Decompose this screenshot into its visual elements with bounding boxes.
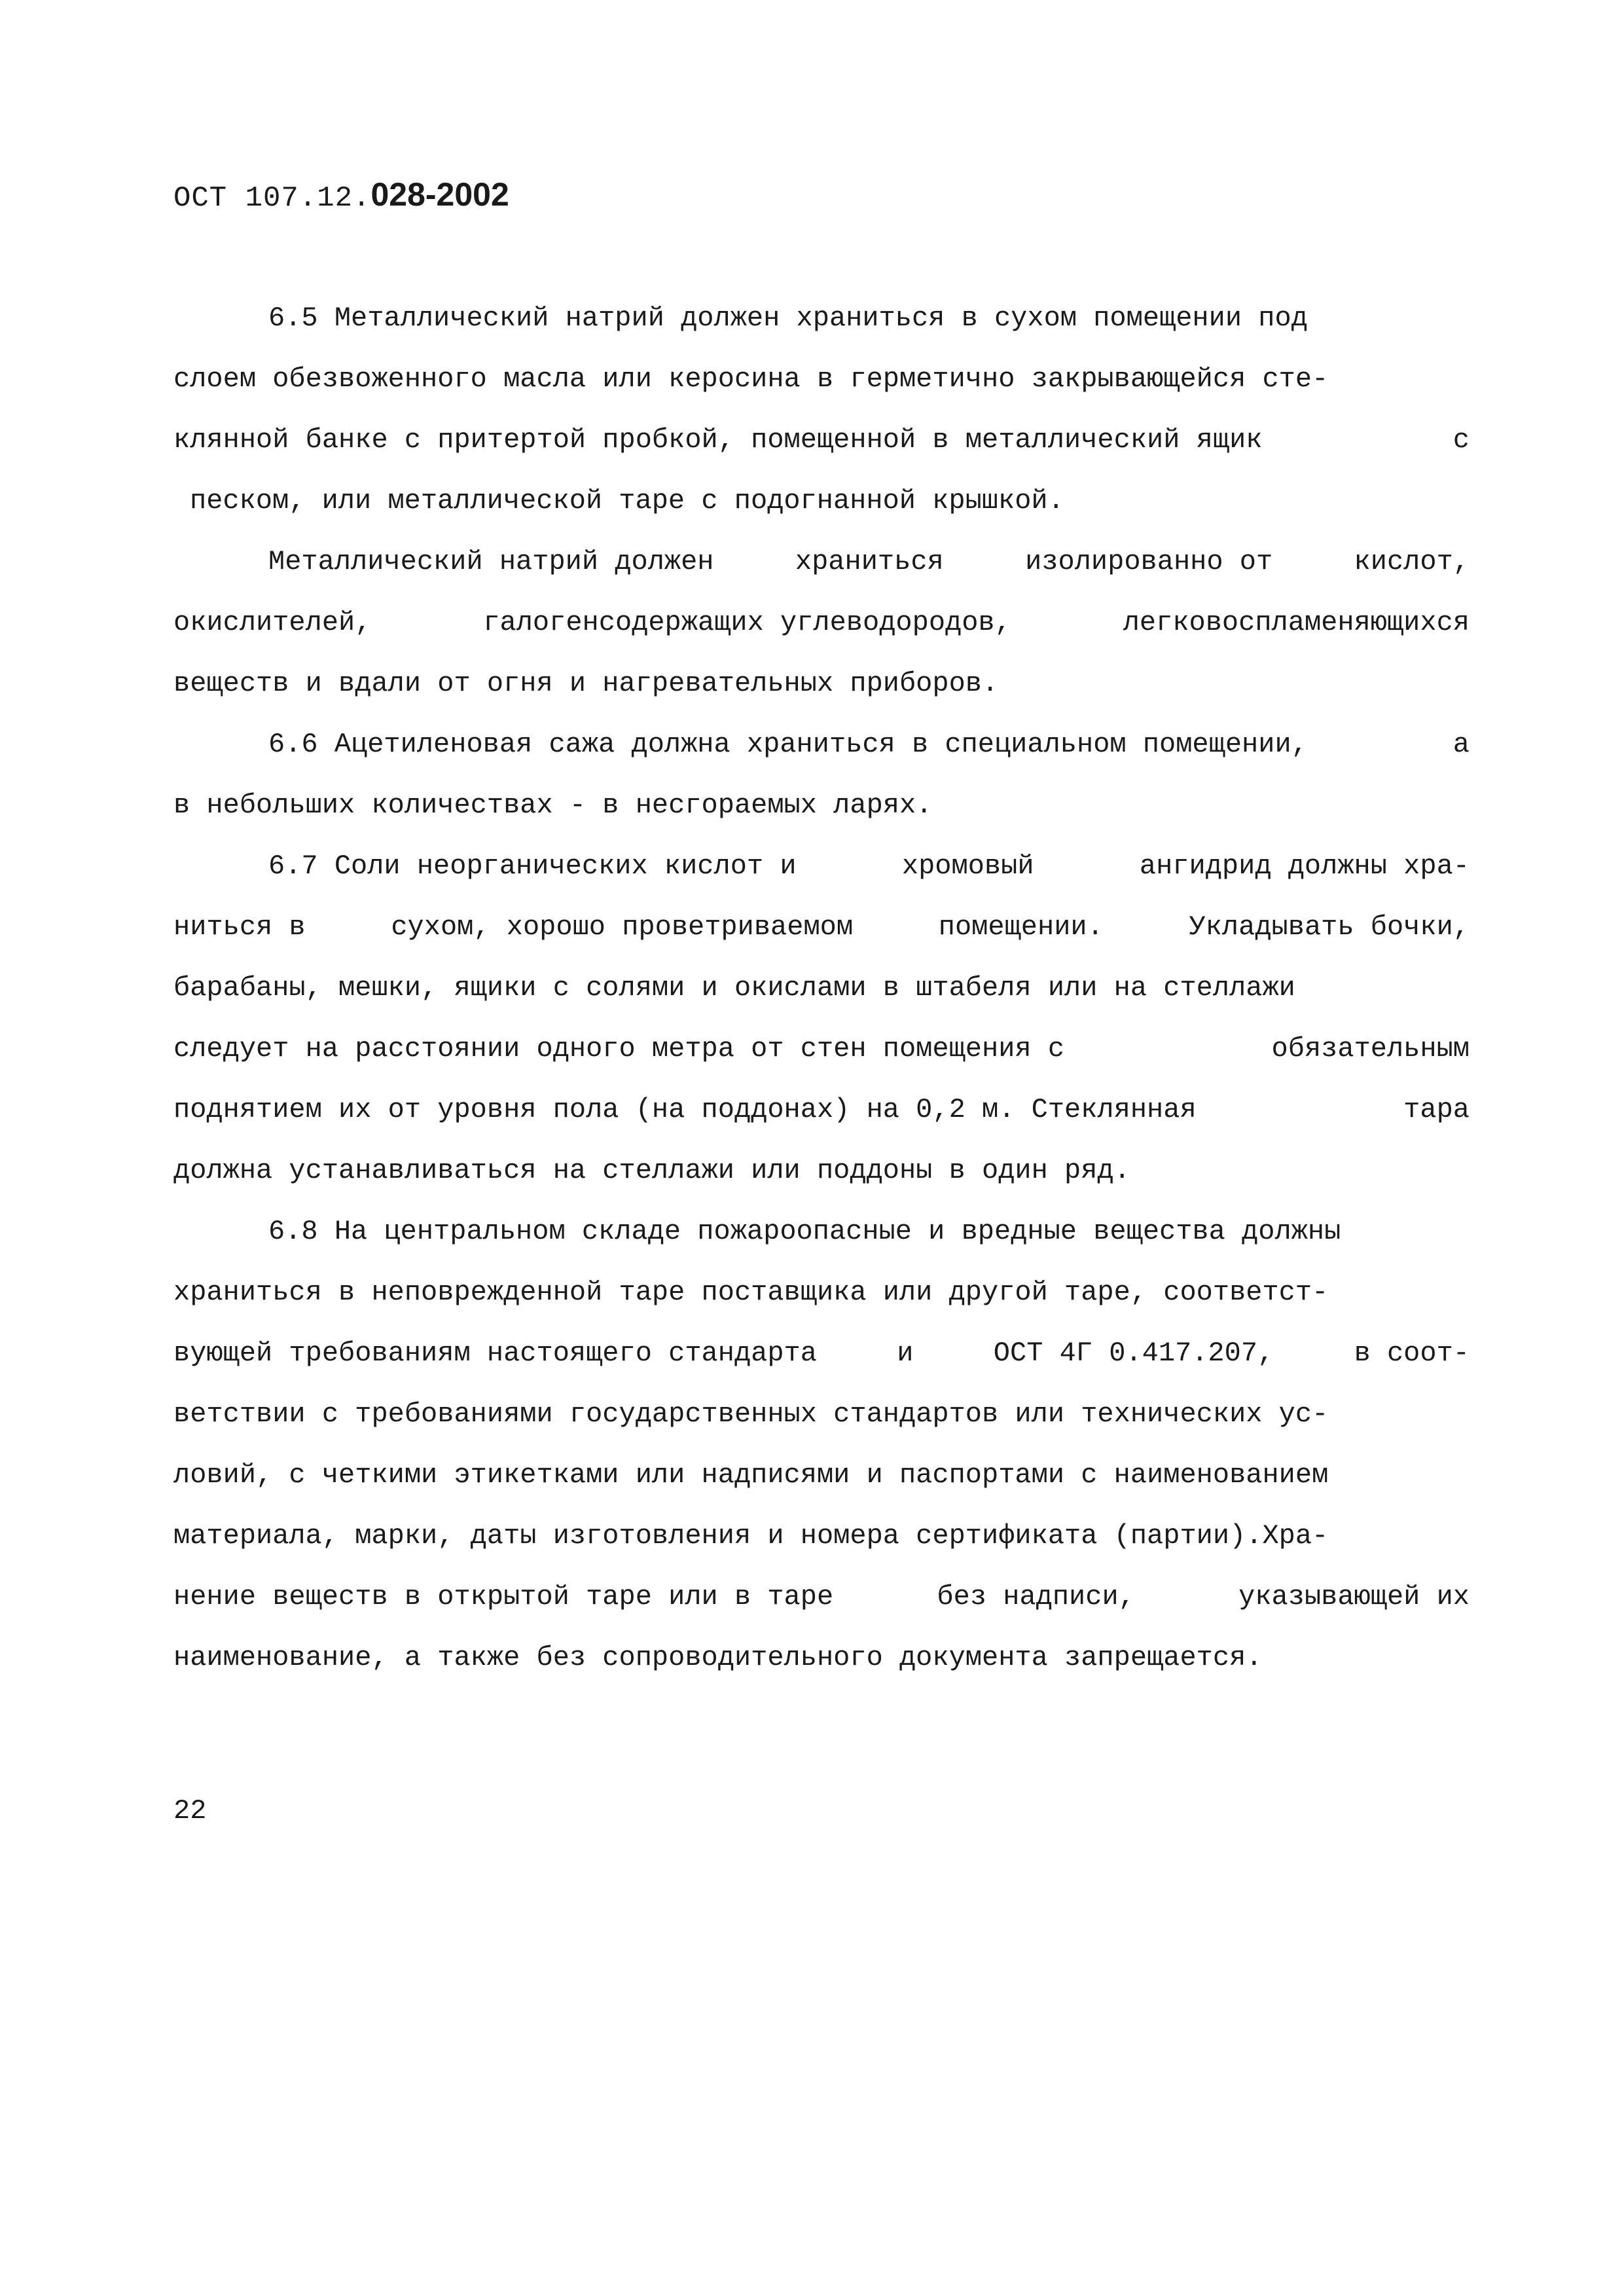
text-segment: барабаны, мешки, ящики с солями и окислами в штабеля или на стеллажи [173, 972, 1295, 1004]
page-number: 22 [173, 1795, 207, 1827]
text-segment: храниться [795, 546, 944, 577]
text-segment: Металлический натрий должен [268, 546, 714, 577]
text-line [173, 1506, 1470, 1567]
text-segment: следует на расстоянии одного метра от стен помещения с [173, 1033, 1065, 1065]
text-segment: вующей требованиям настоящего стандарта [173, 1338, 817, 1369]
text-segment: ангидрид должны хра- [1139, 850, 1470, 882]
text-segment: должна устанавливаться на стеллажи или поддоны в один ряд. [173, 1155, 1130, 1186]
text-segment: с [1453, 424, 1470, 456]
text-segment: клянной банке с притертой пробкой, помещенной в металлический ящик [173, 424, 1263, 456]
document-body [173, 288, 1470, 1688]
document-code-prefix: ОСТ 107.12. [173, 182, 371, 215]
text-line [173, 1140, 1470, 1201]
text-line [173, 1567, 1470, 1628]
text-segment: Укладывать бочки, [1189, 911, 1470, 943]
text-line [173, 410, 1470, 471]
text-segment: 6.8 На центральном складе пожароопасные и вредные вещества должны [268, 1216, 1341, 1247]
text-line [173, 1201, 1470, 1262]
text-line [173, 897, 1470, 958]
text-segment: указывающей их [1238, 1581, 1470, 1613]
document-code-suffix: 028-2002 [370, 176, 509, 213]
document-code [173, 175, 509, 215]
text-segment: нение веществ в открытой таре или в таре [173, 1581, 834, 1613]
text-line [173, 1445, 1470, 1506]
text-segment: 6.5 Металлический натрий должен храниться в сухом помещении под [268, 302, 1308, 334]
text-line [173, 1080, 1470, 1140]
text-line [173, 1019, 1470, 1080]
text-segment: ОСТ 4Г 0.417.207, [993, 1338, 1274, 1369]
text-segment: легковоспламеняющихся [1123, 607, 1470, 638]
text-line [173, 653, 1470, 714]
text-line [173, 471, 1470, 532]
text-line [173, 349, 1470, 410]
text-segment: в соот- [1354, 1338, 1470, 1369]
text-segment: веществ и вдали от огня и нагревательных приборов. [173, 668, 999, 699]
text-segment: материала, марки, даты изготовления и номера сертификата (партии).Хра- [173, 1520, 1329, 1552]
text-line [173, 1262, 1470, 1323]
text-segment: ниться в [173, 911, 306, 943]
text-segment: кислот, [1354, 546, 1470, 577]
text-segment: а [1453, 729, 1470, 760]
text-segment: помещении. [938, 911, 1104, 943]
text-segment: песком, или металлической таре с подогнанной крышкой. [190, 485, 1064, 517]
text-line [173, 1384, 1470, 1445]
text-segment: галогенсодержащих углеводородов, [483, 607, 1011, 638]
text-segment: поднятием их от уровня пола (на поддонах) на 0,2 м. Стеклянная [173, 1094, 1197, 1125]
text-segment: сухом, хорошо проветриваемом [391, 911, 854, 943]
text-line [173, 775, 1470, 836]
text-line [173, 1628, 1470, 1688]
text-segment: изолированно от [1025, 546, 1273, 577]
text-line [173, 1323, 1470, 1384]
text-segment: без надписи, [937, 1581, 1135, 1613]
text-segment: и [897, 1338, 914, 1369]
text-segment: 6.7 Соли неорганических кислот и [268, 850, 797, 882]
text-segment: окислителей, [173, 607, 372, 638]
text-line [173, 532, 1470, 592]
text-segment: наименование, а также без сопроводительного документа запрещается. [173, 1642, 1263, 1673]
text-segment: в небольших количествах - в несгораемых ларях. [173, 790, 933, 821]
text-segment: обязательным [1271, 1033, 1470, 1065]
text-line [173, 592, 1470, 653]
text-segment: хромовый [901, 850, 1034, 882]
text-segment: ветствии с требованиями государственных стандартов или технических ус- [173, 1398, 1329, 1430]
text-segment: тара [1403, 1094, 1470, 1125]
text-segment: храниться в неповрежденной таре поставщика или другой таре, соответст- [173, 1277, 1329, 1308]
text-line [173, 958, 1470, 1019]
text-segment: 6.6 Ацетиленовая сажа должна храниться в специальном помещении, [268, 729, 1308, 760]
text-segment: ловий, с четкими этикетками или надписями и паспортами с наименованием [173, 1459, 1329, 1491]
text-line [173, 288, 1470, 349]
text-line [173, 836, 1470, 897]
text-segment: слоем обезвоженного масла или керосина в герметично закрывающейся сте- [173, 363, 1329, 395]
text-line [173, 714, 1470, 775]
